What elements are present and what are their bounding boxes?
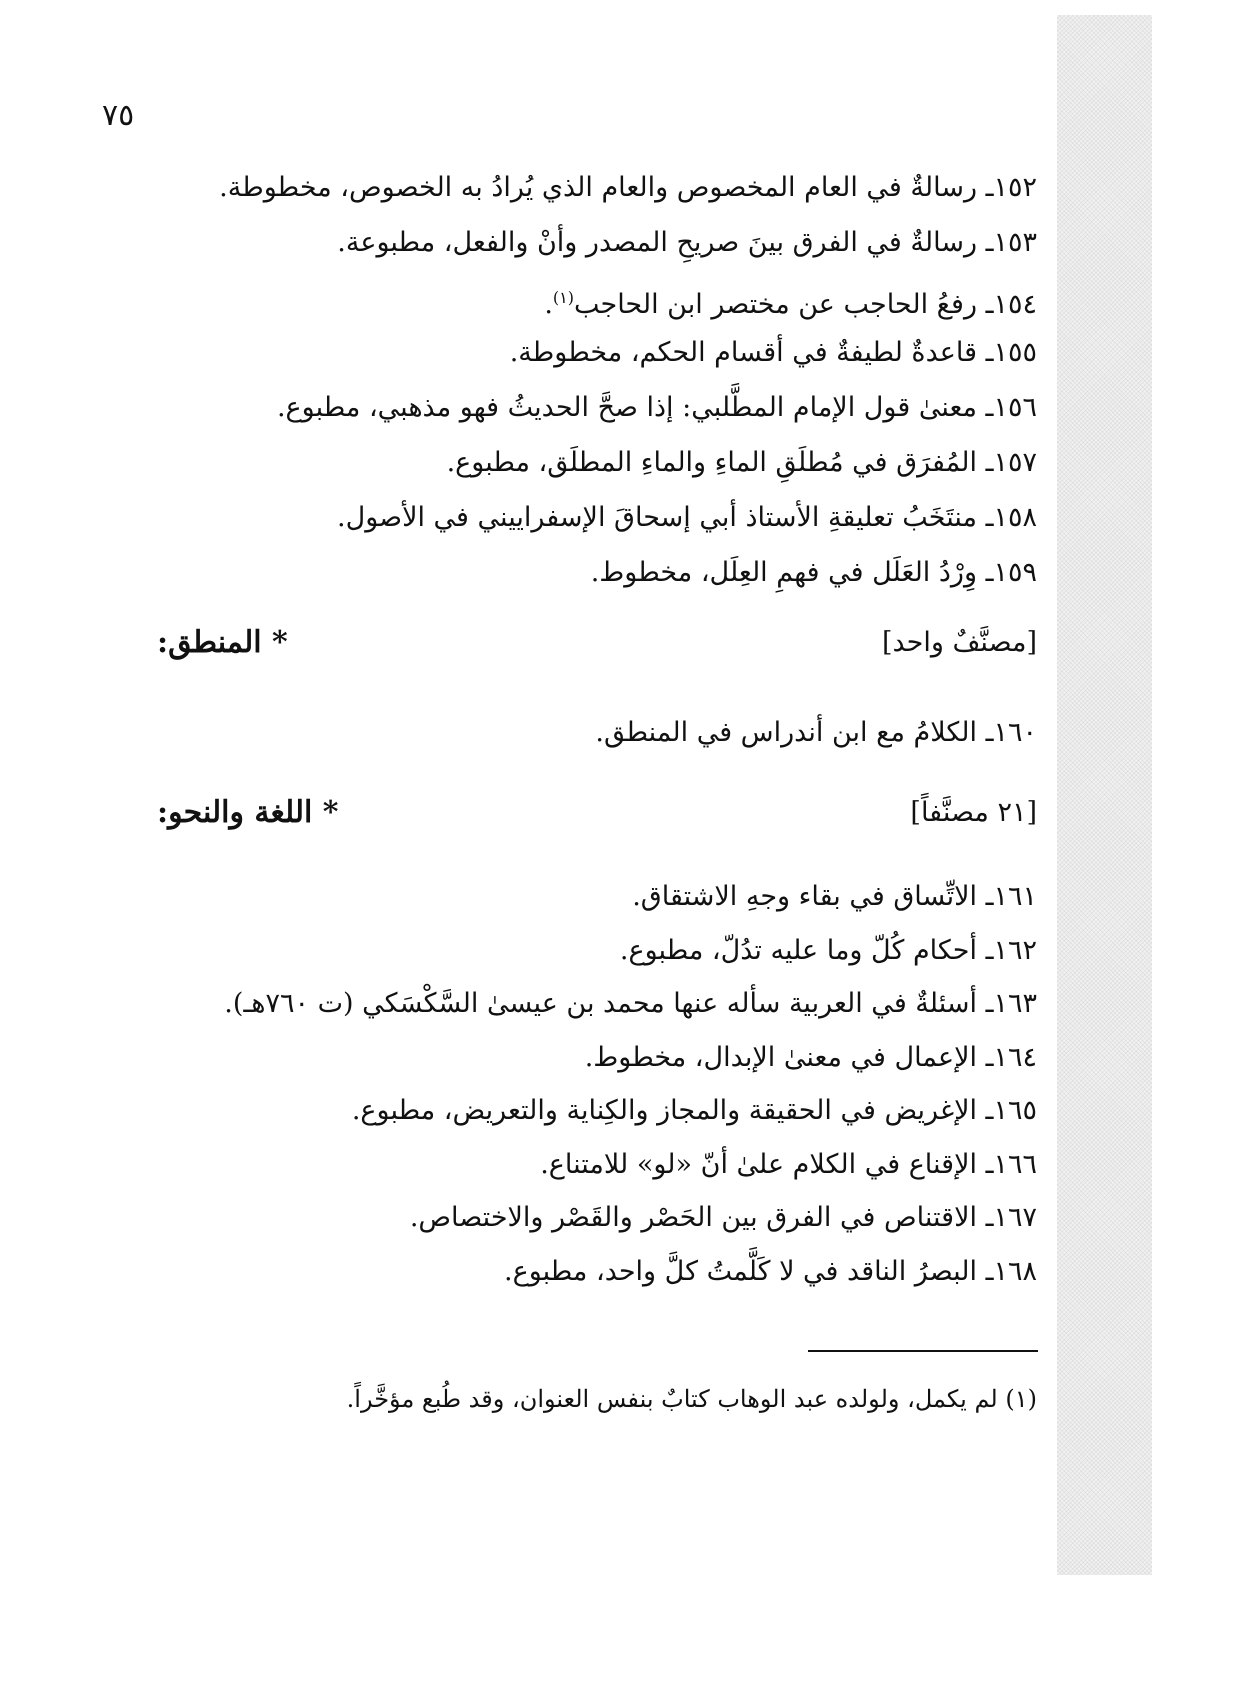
list-item: ١٦٣ـ أسئلةٌ في العربية سأله عنها محمد بن عيسىٰ السَّكْسَكي (ت ٧٦٠هـ). [224, 988, 1037, 1019]
list-item-text: ١٥٤ـ رفعُ الحاجب عن مختصر ابن الحاجب [574, 289, 1037, 320]
footnote-text: (١) لم يكمل، ولولده عبد الوهاب كتابٌ بنفس العنوان، وقد طُبع مؤخَّراً. [346, 1385, 1037, 1413]
list-item: ١٦١ـ الاتِّساق في بقاء وجهِ الاشتقاق. [632, 881, 1037, 912]
list-item: ١٦٨ـ البصرُ الناقد في لا كَلَّمتُ كلَّ واحد، مطبوع. [504, 1255, 1037, 1287]
footnote-marker[interactable]: (١) [552, 288, 574, 307]
list-item: ١٥٣ـ رسالةٌ في الفرق بينَ صريحِ المصدر وأنْ والفعل، مطبوعة. [337, 227, 1037, 258]
page-number: ٧٥ [102, 98, 135, 133]
list-item: ١٥٦ـ معنىٰ قول الإمام المطَّلبي: إذا صحَّ الحديثُ فهو مذهبي، مطبوع. [276, 392, 1037, 423]
list-item: ١٥٩ـ وِرْدُ العَلَل في فهمِ العِلَل، مخطوط. [590, 557, 1037, 588]
works-list-language [157, 870, 1037, 1298]
list-item: ١٥٤ـ رفعُ الحاجب عن مختصر ابن الحاجب$^{(١)}$. [544, 288, 1037, 320]
scan-gutter-shading [1057, 15, 1152, 1575]
section-heading-logic [157, 612, 1037, 672]
section-count: [٢١ مصنَّفاً] [910, 796, 1037, 828]
footnote-divider [808, 1350, 1038, 1352]
list-item: ١٥٥ـ قاعدةٌ لطيفةٌ في أقسام الحكم، مخطوطة. [509, 337, 1037, 368]
section-title: * اللغة والنحو: [157, 794, 339, 830]
list-item: ١٦٠ـ الكلامُ مع ابن أندراس في المنطق. [595, 717, 1037, 748]
list-item: ١٥٢ـ رسالةٌ في العام المخصوص والعام الذي يُرادُ به الخصوص، مخطوطة. [219, 172, 1037, 203]
list-item: ١٥٨ـ منتَخَبُ تعليقةِ الأستاذ أبي إسحاقَ الإسفراييني في الأصول. [337, 502, 1037, 533]
list-item: ١٦٧ـ الاقتناص في الفرق بين الحَصْر والقَصْر والاختصاص. [409, 1202, 1037, 1233]
section-heading-language [157, 782, 1037, 842]
list-item: ١٥٧ـ المُفرَق في مُطلَقِ الماءِ والماءِ المطلَق، مطبوع. [446, 447, 1037, 478]
list-item: ١٦٢ـ أحكام كُلّ وما عليه تدُلّ، مطبوع. [619, 934, 1037, 966]
section-title: * المنطق: [157, 624, 288, 660]
works-list-usul [157, 160, 1037, 600]
list-item: ١٦٥ـ الإغريض في الحقيقة والمجاز والكِناية والتعريض، مطبوع. [351, 1095, 1037, 1126]
list-item: ١٦٦ـ الإقناع في الكلام علىٰ أنّ «لو» للامتناع. [540, 1148, 1037, 1180]
section-count: [مصنَّفٌ واحد] [881, 626, 1037, 658]
list-item: ١٦٤ـ الإعمال في معنىٰ الإبدال، مخطوط. [584, 1041, 1037, 1073]
